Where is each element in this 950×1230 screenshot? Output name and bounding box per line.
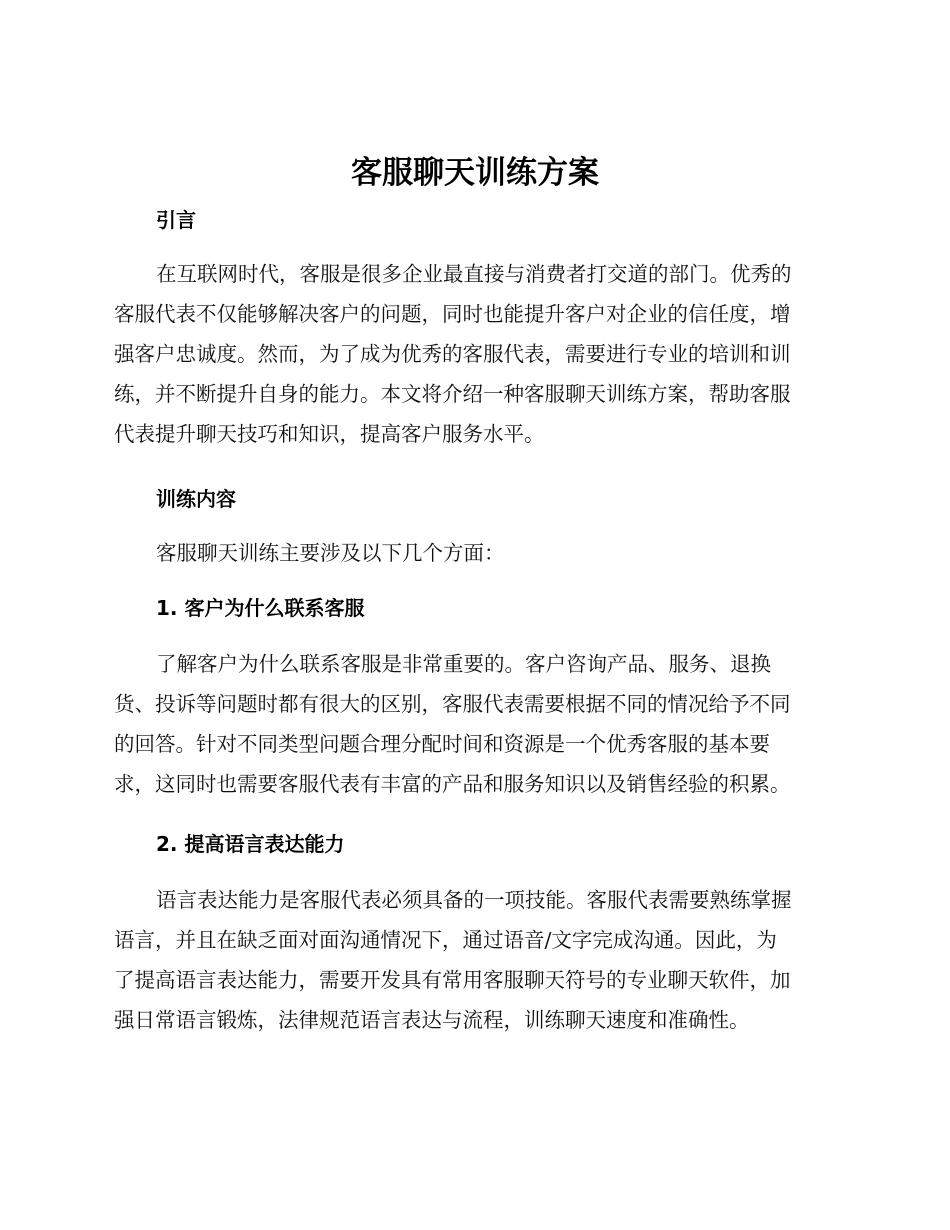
intro-line: 客服代表不仅能够解决客户的问题，同时也能提升客户对企业的信任度，增 xyxy=(114,302,791,326)
item2-heading: 2. 提高语言表达能力 xyxy=(156,832,345,856)
intro-line: 练，并不断提升自身的能力。本文将介绍一种客服聊天训练方案，帮助客服 xyxy=(114,382,791,406)
content-heading: 训练内容 xyxy=(156,487,236,511)
item2-paragraph xyxy=(114,880,832,1040)
item1-line: 了解客户为什么联系客服是非常重要的。客户咨询产品、服务、退换 xyxy=(156,652,771,676)
item2-line: 语言表达能力是客服代表必须具备的一项技能。客服代表需要熟练掌握 xyxy=(156,888,792,912)
item2-line: 强日常语言锻炼，法律规范语言表达与流程，训练聊天速度和准确性。 xyxy=(114,1008,750,1032)
content-intro: 客服聊天训练主要涉及以下几个方面： xyxy=(156,541,505,565)
item2-line: 语言，并且在缺乏面对面沟通情况下，通过语音/文字完成沟通。因此，为 xyxy=(114,928,777,952)
item2-line: 了提高语言表达能力，需要开发具有常用客服聊天符号的专业聊天软件，加 xyxy=(114,968,791,992)
intro-line: 在互联网时代，客服是很多企业最直接与消费者打交道的部门。优秀的 xyxy=(156,262,792,286)
item1-heading: 1. 客户为什么联系客服 xyxy=(156,596,365,620)
intro-line: 代表提升聊天技巧和知识，提高客户服务水平。 xyxy=(114,422,545,446)
page-title: 客服聊天训练方案 xyxy=(351,155,599,191)
intro-paragraph xyxy=(114,254,832,454)
item1-line: 求，这同时也需要客服代表有丰富的产品和服务知识以及销售经验的积累。 xyxy=(114,772,791,796)
item1-paragraph xyxy=(114,644,832,804)
intro-line: 强客户忠诚度。然而，为了成为优秀的客服代表，需要进行专业的培训和训 xyxy=(114,342,791,366)
intro-heading: 引言 xyxy=(156,208,196,232)
item1-line: 的回答。针对不同类型问题合理分配时间和资源是一个优秀客服的基本要 xyxy=(114,732,770,756)
item1-line: 货、投诉等问题时都有很大的区别，客服代表需要根据不同的情况给予不同 xyxy=(114,692,791,716)
